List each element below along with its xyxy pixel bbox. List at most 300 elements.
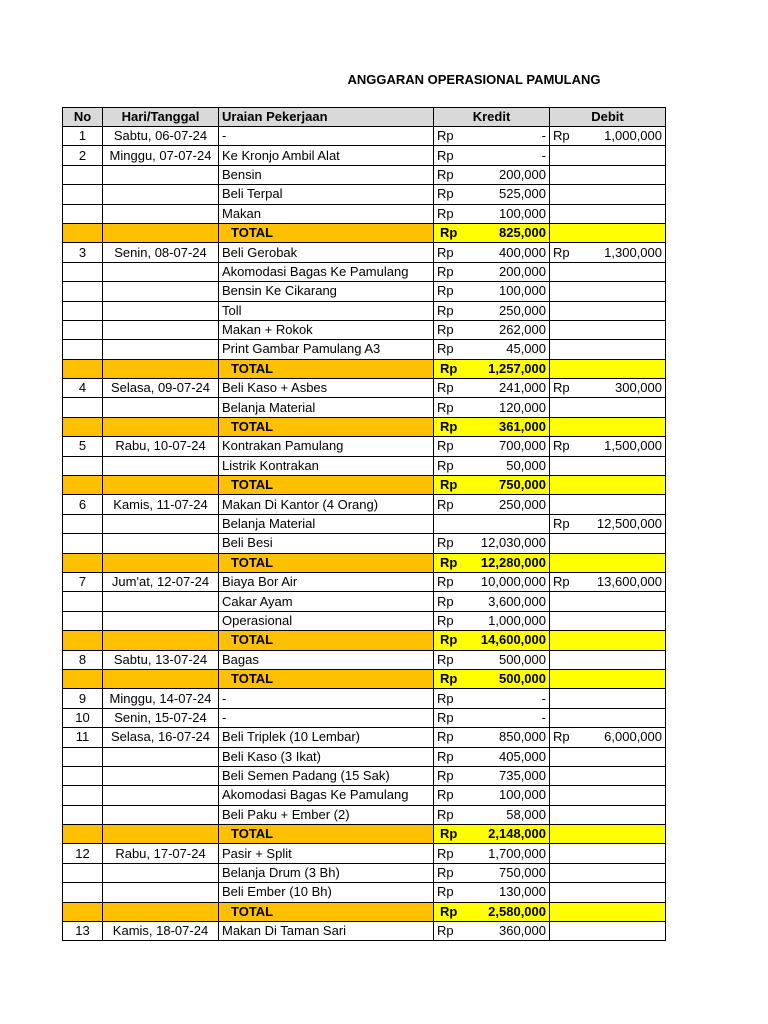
cell-debit-rp bbox=[550, 456, 590, 475]
cell-desc: Belanja Drum (3 Bh) bbox=[219, 863, 434, 882]
table-row bbox=[63, 243, 666, 262]
cell-kredit-amount: 100,000 bbox=[474, 204, 550, 223]
cell-kredit-rp: Rp bbox=[434, 417, 474, 436]
cell-kredit-amount: 735,000 bbox=[474, 766, 550, 785]
cell-date bbox=[103, 262, 219, 281]
cell-date bbox=[103, 185, 219, 204]
cell-kredit-rp: Rp bbox=[434, 766, 474, 785]
table-row bbox=[63, 185, 666, 204]
cell-debit-amount bbox=[590, 844, 666, 863]
cell-debit-amount bbox=[590, 185, 666, 204]
cell-kredit-rp: Rp bbox=[434, 398, 474, 417]
cell-date bbox=[103, 223, 219, 242]
cell-date: Sabtu, 06-07-24 bbox=[103, 127, 219, 146]
cell-kredit-rp: Rp bbox=[434, 146, 474, 165]
cell-kredit-rp: Rp bbox=[434, 127, 474, 146]
header-kredit: Kredit bbox=[434, 108, 550, 127]
cell-no bbox=[63, 476, 103, 495]
cell-debit-rp bbox=[550, 825, 590, 844]
cell-desc: Bagas bbox=[219, 650, 434, 669]
budget-table bbox=[62, 107, 666, 941]
cell-kredit-rp: Rp bbox=[434, 825, 474, 844]
cell-date bbox=[103, 320, 219, 339]
table-row bbox=[63, 262, 666, 281]
cell-desc: Beli Kaso (3 Ikat) bbox=[219, 747, 434, 766]
cell-desc: Beli Paku + Ember (2) bbox=[219, 805, 434, 824]
cell-kredit-rp: Rp bbox=[434, 185, 474, 204]
cell-no bbox=[63, 825, 103, 844]
cell-debit-amount bbox=[590, 708, 666, 727]
cell-kredit-rp: Rp bbox=[434, 922, 474, 941]
cell-no bbox=[63, 902, 103, 921]
cell-kredit-rp: Rp bbox=[434, 747, 474, 766]
cell-desc: Beli Besi bbox=[219, 534, 434, 553]
cell-kredit-amount: 250,000 bbox=[474, 301, 550, 320]
cell-debit-rp: Rp bbox=[550, 379, 590, 398]
cell-desc: TOTAL bbox=[219, 553, 434, 572]
cell-kredit-rp: Rp bbox=[434, 340, 474, 359]
cell-debit-amount bbox=[590, 669, 666, 688]
cell-no: 8 bbox=[63, 650, 103, 669]
cell-date bbox=[103, 456, 219, 475]
cell-debit-rp bbox=[550, 669, 590, 688]
table-row bbox=[63, 863, 666, 882]
cell-kredit-amount: 12,280,000 bbox=[474, 553, 550, 572]
header-row bbox=[63, 108, 666, 127]
cell-date bbox=[103, 514, 219, 533]
cell-kredit-rp: Rp bbox=[434, 165, 474, 184]
cell-no bbox=[63, 456, 103, 475]
cell-debit-amount bbox=[590, 902, 666, 921]
table-row bbox=[63, 379, 666, 398]
cell-kredit-amount: 12,030,000 bbox=[474, 534, 550, 553]
table-body bbox=[63, 127, 666, 941]
cell-no bbox=[63, 185, 103, 204]
table-row bbox=[63, 786, 666, 805]
cell-debit-amount bbox=[590, 340, 666, 359]
cell-debit-rp: Rp bbox=[550, 514, 590, 533]
total-row bbox=[63, 553, 666, 572]
cell-debit-rp bbox=[550, 165, 590, 184]
cell-kredit-amount: 525,000 bbox=[474, 185, 550, 204]
cell-kredit-amount: 1,000,000 bbox=[474, 611, 550, 630]
cell-desc: Belanja Material bbox=[219, 398, 434, 417]
cell-desc: Makan Di Kantor (4 Orang) bbox=[219, 495, 434, 514]
cell-desc: Operasional bbox=[219, 611, 434, 630]
total-row bbox=[63, 417, 666, 436]
cell-debit-amount: 300,000 bbox=[590, 379, 666, 398]
cell-debit-amount bbox=[590, 747, 666, 766]
cell-kredit-amount: 200,000 bbox=[474, 165, 550, 184]
cell-date bbox=[103, 476, 219, 495]
table-row bbox=[63, 456, 666, 475]
cell-kredit-rp: Rp bbox=[434, 883, 474, 902]
cell-debit-rp bbox=[550, 282, 590, 301]
cell-kredit-rp: Rp bbox=[434, 689, 474, 708]
cell-kredit-amount bbox=[474, 514, 550, 533]
cell-no: 2 bbox=[63, 146, 103, 165]
cell-debit-amount bbox=[590, 553, 666, 572]
cell-date: Senin, 15-07-24 bbox=[103, 708, 219, 727]
cell-no: 11 bbox=[63, 728, 103, 747]
cell-debit-amount bbox=[590, 631, 666, 650]
cell-desc: Makan Di Taman Sari bbox=[219, 922, 434, 941]
cell-debit-rp bbox=[550, 223, 590, 242]
cell-debit-amount bbox=[590, 650, 666, 669]
cell-date: Jum'at, 12-07-24 bbox=[103, 572, 219, 591]
cell-debit-rp: Rp bbox=[550, 243, 590, 262]
cell-kredit-amount: 405,000 bbox=[474, 747, 550, 766]
cell-debit-rp bbox=[550, 340, 590, 359]
cell-debit-rp bbox=[550, 611, 590, 630]
cell-kredit-amount: 45,000 bbox=[474, 340, 550, 359]
cell-no: 3 bbox=[63, 243, 103, 262]
cell-debit-amount bbox=[590, 417, 666, 436]
cell-date bbox=[103, 747, 219, 766]
cell-desc: Bensin bbox=[219, 165, 434, 184]
cell-debit-rp bbox=[550, 766, 590, 785]
cell-kredit-rp: Rp bbox=[434, 650, 474, 669]
cell-debit-amount bbox=[590, 863, 666, 882]
cell-kredit-rp bbox=[434, 514, 474, 533]
cell-no bbox=[63, 165, 103, 184]
cell-debit-amount bbox=[590, 592, 666, 611]
cell-date: Sabtu, 13-07-24 bbox=[103, 650, 219, 669]
cell-kredit-amount: - bbox=[474, 127, 550, 146]
table-row bbox=[63, 127, 666, 146]
cell-kredit-rp: Rp bbox=[434, 495, 474, 514]
cell-debit-rp: Rp bbox=[550, 127, 590, 146]
cell-date: Rabu, 17-07-24 bbox=[103, 844, 219, 863]
cell-no bbox=[63, 514, 103, 533]
cell-kredit-amount: 361,000 bbox=[474, 417, 550, 436]
cell-date bbox=[103, 165, 219, 184]
cell-debit-rp bbox=[550, 786, 590, 805]
cell-desc: TOTAL bbox=[219, 631, 434, 650]
cell-kredit-amount: 1,257,000 bbox=[474, 359, 550, 378]
cell-desc: Listrik Kontrakan bbox=[219, 456, 434, 475]
cell-no bbox=[63, 786, 103, 805]
cell-date bbox=[103, 340, 219, 359]
cell-kredit-amount: - bbox=[474, 689, 550, 708]
cell-kredit-rp: Rp bbox=[434, 243, 474, 262]
cell-kredit-rp: Rp bbox=[434, 728, 474, 747]
cell-debit-rp bbox=[550, 398, 590, 417]
cell-no bbox=[63, 359, 103, 378]
cell-debit-rp bbox=[550, 553, 590, 572]
cell-kredit-amount: 500,000 bbox=[474, 669, 550, 688]
cell-kredit-rp: Rp bbox=[434, 631, 474, 650]
cell-debit-amount bbox=[590, 146, 666, 165]
cell-kredit-amount: 58,000 bbox=[474, 805, 550, 824]
total-row bbox=[63, 631, 666, 650]
cell-kredit-amount: 750,000 bbox=[474, 476, 550, 495]
cell-kredit-amount: 825,000 bbox=[474, 223, 550, 242]
cell-debit-rp bbox=[550, 592, 590, 611]
table-row bbox=[63, 514, 666, 533]
cell-kredit-amount: 120,000 bbox=[474, 398, 550, 417]
cell-date bbox=[103, 398, 219, 417]
cell-kredit-amount: 241,000 bbox=[474, 379, 550, 398]
cell-debit-rp bbox=[550, 883, 590, 902]
cell-debit-rp bbox=[550, 650, 590, 669]
cell-date bbox=[103, 553, 219, 572]
cell-date bbox=[103, 669, 219, 688]
cell-debit-amount: 1,300,000 bbox=[590, 243, 666, 262]
cell-no bbox=[63, 262, 103, 281]
cell-debit-rp: Rp bbox=[550, 728, 590, 747]
cell-desc: Ke Kronjo Ambil Alat bbox=[219, 146, 434, 165]
cell-kredit-rp: Rp bbox=[434, 805, 474, 824]
table-row bbox=[63, 844, 666, 863]
cell-desc: - bbox=[219, 689, 434, 708]
table-row bbox=[63, 747, 666, 766]
cell-debit-rp bbox=[550, 301, 590, 320]
cell-debit-rp bbox=[550, 320, 590, 339]
cell-debit-amount bbox=[590, 922, 666, 941]
table-row bbox=[63, 611, 666, 630]
cell-desc: Bensin Ke Cikarang bbox=[219, 282, 434, 301]
cell-kredit-rp: Rp bbox=[434, 534, 474, 553]
cell-debit-amount bbox=[590, 766, 666, 785]
cell-kredit-amount: 3,600,000 bbox=[474, 592, 550, 611]
cell-debit-rp bbox=[550, 495, 590, 514]
cell-kredit-rp: Rp bbox=[434, 592, 474, 611]
table-row bbox=[63, 534, 666, 553]
cell-date bbox=[103, 417, 219, 436]
cell-debit-rp bbox=[550, 922, 590, 941]
cell-debit-rp bbox=[550, 185, 590, 204]
cell-kredit-amount: 250,000 bbox=[474, 495, 550, 514]
cell-kredit-amount: 100,000 bbox=[474, 282, 550, 301]
table-row bbox=[63, 340, 666, 359]
cell-no bbox=[63, 282, 103, 301]
cell-kredit-amount: - bbox=[474, 146, 550, 165]
cell-kredit-amount: 850,000 bbox=[474, 728, 550, 747]
header-date: Hari/Tanggal bbox=[103, 108, 219, 127]
table-row bbox=[63, 437, 666, 456]
cell-date: Selasa, 09-07-24 bbox=[103, 379, 219, 398]
cell-date: Senin, 08-07-24 bbox=[103, 243, 219, 262]
cell-desc: Beli Kaso + Asbes bbox=[219, 379, 434, 398]
cell-no bbox=[63, 553, 103, 572]
cell-date bbox=[103, 825, 219, 844]
cell-kredit-rp: Rp bbox=[434, 669, 474, 688]
cell-kredit-amount: 10,000,000 bbox=[474, 572, 550, 591]
cell-no bbox=[63, 631, 103, 650]
cell-no bbox=[63, 340, 103, 359]
cell-no bbox=[63, 611, 103, 630]
cell-date bbox=[103, 204, 219, 223]
cell-desc: Kontrakan Pamulang bbox=[219, 437, 434, 456]
cell-desc: Makan + Rokok bbox=[219, 320, 434, 339]
cell-date bbox=[103, 631, 219, 650]
cell-desc: Beli Ember (10 Bh) bbox=[219, 883, 434, 902]
table-row bbox=[63, 805, 666, 824]
cell-desc: TOTAL bbox=[219, 902, 434, 921]
cell-debit-rp bbox=[550, 476, 590, 495]
table-row bbox=[63, 689, 666, 708]
cell-no bbox=[63, 863, 103, 882]
cell-kredit-rp: Rp bbox=[434, 786, 474, 805]
cell-debit-rp bbox=[550, 805, 590, 824]
table-row bbox=[63, 146, 666, 165]
cell-no bbox=[63, 805, 103, 824]
cell-kredit-rp: Rp bbox=[434, 611, 474, 630]
total-row bbox=[63, 223, 666, 242]
cell-kredit-amount: - bbox=[474, 708, 550, 727]
cell-debit-amount bbox=[590, 262, 666, 281]
cell-kredit-rp: Rp bbox=[434, 359, 474, 378]
cell-kredit-rp: Rp bbox=[434, 223, 474, 242]
cell-desc: Pasir + Split bbox=[219, 844, 434, 863]
cell-debit-amount bbox=[590, 204, 666, 223]
cell-desc: Beli Triplek (10 Lembar) bbox=[219, 728, 434, 747]
cell-kredit-rp: Rp bbox=[434, 476, 474, 495]
cell-date: Minggu, 14-07-24 bbox=[103, 689, 219, 708]
cell-date bbox=[103, 786, 219, 805]
cell-debit-amount bbox=[590, 301, 666, 320]
cell-debit-amount: 6,000,000 bbox=[590, 728, 666, 747]
cell-no: 13 bbox=[63, 922, 103, 941]
cell-debit-rp bbox=[550, 844, 590, 863]
cell-debit-amount bbox=[590, 282, 666, 301]
cell-desc: Cakar Ayam bbox=[219, 592, 434, 611]
cell-date: Selasa, 16-07-24 bbox=[103, 728, 219, 747]
cell-debit-amount bbox=[590, 786, 666, 805]
cell-debit-amount bbox=[590, 359, 666, 378]
table-row bbox=[63, 165, 666, 184]
cell-date: Rabu, 10-07-24 bbox=[103, 437, 219, 456]
cell-debit-rp bbox=[550, 631, 590, 650]
cell-no: 1 bbox=[63, 127, 103, 146]
cell-kredit-amount: 1,700,000 bbox=[474, 844, 550, 863]
cell-kredit-rp: Rp bbox=[434, 844, 474, 863]
cell-desc: - bbox=[219, 708, 434, 727]
cell-no bbox=[63, 204, 103, 223]
cell-desc: TOTAL bbox=[219, 669, 434, 688]
table-row bbox=[63, 301, 666, 320]
cell-desc: Biaya Bor Air bbox=[219, 572, 434, 591]
cell-debit-amount: 12,500,000 bbox=[590, 514, 666, 533]
cell-debit-amount bbox=[590, 805, 666, 824]
cell-desc: TOTAL bbox=[219, 825, 434, 844]
cell-debit-amount bbox=[590, 883, 666, 902]
cell-date bbox=[103, 611, 219, 630]
cell-desc: Akomodasi Bagas Ke Pamulang bbox=[219, 262, 434, 281]
cell-kredit-amount: 200,000 bbox=[474, 262, 550, 281]
cell-desc: Beli Semen Padang (15 Sak) bbox=[219, 766, 434, 785]
cell-kredit-rp: Rp bbox=[434, 708, 474, 727]
cell-kredit-amount: 262,000 bbox=[474, 320, 550, 339]
cell-date bbox=[103, 282, 219, 301]
cell-date bbox=[103, 863, 219, 882]
cell-kredit-rp: Rp bbox=[434, 572, 474, 591]
cell-kredit-rp: Rp bbox=[434, 262, 474, 281]
cell-debit-amount bbox=[590, 223, 666, 242]
table-row bbox=[63, 922, 666, 941]
cell-debit-amount bbox=[590, 456, 666, 475]
header-debit: Debit bbox=[550, 108, 666, 127]
cell-date bbox=[103, 766, 219, 785]
cell-kredit-rp: Rp bbox=[434, 553, 474, 572]
cell-date bbox=[103, 534, 219, 553]
document-title: ANGGARAN OPERASIONAL PAMULANG bbox=[347, 72, 601, 87]
cell-kredit-rp: Rp bbox=[434, 902, 474, 921]
cell-no bbox=[63, 534, 103, 553]
cell-desc: TOTAL bbox=[219, 359, 434, 378]
cell-date bbox=[103, 805, 219, 824]
total-row bbox=[63, 476, 666, 495]
cell-no bbox=[63, 766, 103, 785]
cell-debit-rp bbox=[550, 902, 590, 921]
cell-kredit-rp: Rp bbox=[434, 437, 474, 456]
table-row bbox=[63, 766, 666, 785]
cell-debit-amount: 1,500,000 bbox=[590, 437, 666, 456]
cell-debit-amount: 1,000,000 bbox=[590, 127, 666, 146]
cell-debit-rp bbox=[550, 146, 590, 165]
cell-kredit-rp: Rp bbox=[434, 456, 474, 475]
table-row bbox=[63, 883, 666, 902]
cell-no bbox=[63, 320, 103, 339]
cell-kredit-rp: Rp bbox=[434, 863, 474, 882]
cell-no: 4 bbox=[63, 379, 103, 398]
cell-kredit-amount: 50,000 bbox=[474, 456, 550, 475]
cell-date: Kamis, 11-07-24 bbox=[103, 495, 219, 514]
total-row bbox=[63, 669, 666, 688]
cell-no bbox=[63, 883, 103, 902]
cell-no bbox=[63, 417, 103, 436]
cell-kredit-amount: 500,000 bbox=[474, 650, 550, 669]
table-row bbox=[63, 728, 666, 747]
cell-debit-rp bbox=[550, 359, 590, 378]
cell-debit-amount bbox=[590, 398, 666, 417]
table-row bbox=[63, 495, 666, 514]
cell-date: Kamis, 18-07-24 bbox=[103, 922, 219, 941]
cell-kredit-amount: 2,148,000 bbox=[474, 825, 550, 844]
cell-no bbox=[63, 398, 103, 417]
cell-no: 9 bbox=[63, 689, 103, 708]
cell-kredit-amount: 360,000 bbox=[474, 922, 550, 941]
cell-debit-amount bbox=[590, 495, 666, 514]
cell-debit-amount bbox=[590, 165, 666, 184]
cell-desc: Beli Terpal bbox=[219, 185, 434, 204]
cell-date bbox=[103, 883, 219, 902]
total-row bbox=[63, 902, 666, 921]
table-row bbox=[63, 320, 666, 339]
cell-kredit-rp: Rp bbox=[434, 320, 474, 339]
cell-date bbox=[103, 301, 219, 320]
cell-kredit-amount: 400,000 bbox=[474, 243, 550, 262]
cell-debit-amount: 13,600,000 bbox=[590, 572, 666, 591]
cell-desc: Toll bbox=[219, 301, 434, 320]
cell-debit-rp bbox=[550, 747, 590, 766]
cell-no bbox=[63, 669, 103, 688]
cell-desc: TOTAL bbox=[219, 417, 434, 436]
cell-no: 6 bbox=[63, 495, 103, 514]
total-row bbox=[63, 825, 666, 844]
cell-desc: Print Gambar Pamulang A3 bbox=[219, 340, 434, 359]
cell-kredit-amount: 750,000 bbox=[474, 863, 550, 882]
table-row bbox=[63, 572, 666, 591]
cell-desc: - bbox=[219, 127, 434, 146]
cell-kredit-amount: 700,000 bbox=[474, 437, 550, 456]
cell-no bbox=[63, 301, 103, 320]
cell-debit-amount bbox=[590, 825, 666, 844]
cell-debit-rp bbox=[550, 204, 590, 223]
cell-no: 12 bbox=[63, 844, 103, 863]
cell-date bbox=[103, 359, 219, 378]
